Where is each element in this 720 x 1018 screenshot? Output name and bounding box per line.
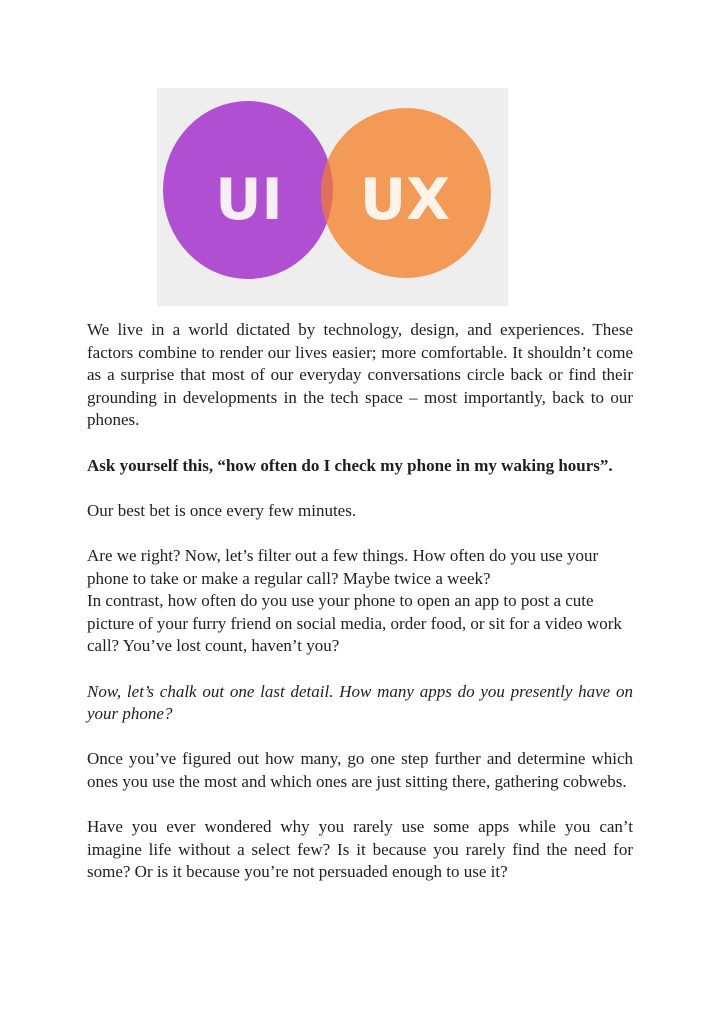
intro-paragraph: We live in a world dictated by technology, design, and experiences. These factors combine to render our lives easier; more comfortable. It shouldn’t come as a surprise that most of our everyday conversations circle back or find their grounding in developments in the tech space – most importantly, back to our phones. — [87, 320, 633, 430]
ui-label: UI — [215, 167, 283, 233]
determine-paragraph: Once you’ve figured out how many, go one step further and determine which ones you use the most and which ones are just sitting there, gathering cobwebs. — [87, 749, 633, 791]
regular-call-paragraph: Are we right? Now, let’s filter out a few things. How often do you use your phone to take or make a regular call? Maybe twice a week? — [87, 545, 599, 588]
contrast-paragraph: In contrast, how often do you use your phone to open an app to post a cute picture of your furry friend on social media, order food, or sit for a video work call? You’ve lost count, haven’t you? — [87, 591, 622, 656]
ui-ux-venn-graphic — [157, 88, 508, 306]
article-body — [87, 319, 633, 906]
ux-label: UX — [359, 167, 451, 233]
ui-ux-hero-image — [157, 88, 508, 306]
question-paragraph: Ask yourself this, “how often do I check my phone in my waking hours”. — [87, 455, 613, 475]
closing-paragraph: Have you ever wondered why you rarely use some apps while you can’t imagine life without a select few? Is it because you rarely find the need for some? Or is it because you’re not persuaded enough to use it? — [87, 817, 633, 882]
apps-count-paragraph: Now, let’s chalk out one last detail. How many apps do you presently have on your phone? — [87, 681, 633, 724]
best-bet-paragraph: Our best bet is once every few minutes. — [87, 500, 357, 520]
